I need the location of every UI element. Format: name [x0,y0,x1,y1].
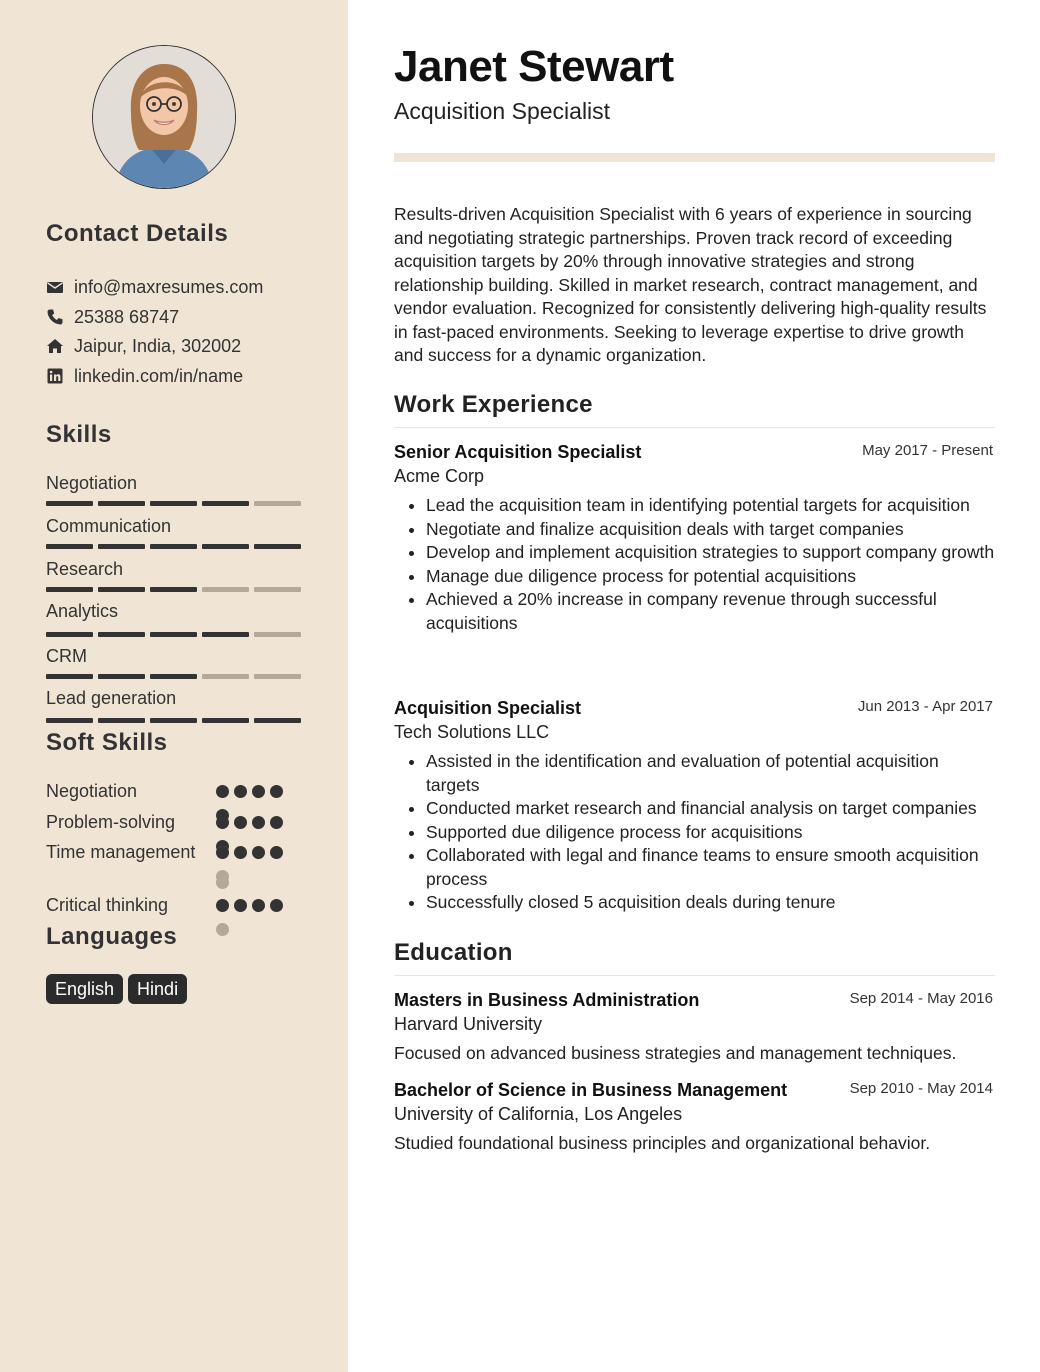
skill-level-bar [46,674,302,679]
job-company: Acme Corp [394,466,485,486]
skill-level-bar [46,587,302,592]
contact-phone[interactable] [46,305,179,329]
candidate-title: Acquisition Specialist [394,98,611,124]
contact-address [46,334,241,358]
home-icon [46,337,64,355]
education-entry [394,990,995,1064]
skill-level-segment [46,718,93,723]
skills-heading: Skills [46,421,112,448]
work-experience-heading: Work Experience [394,391,995,428]
skill-level-segment [150,674,197,679]
rating-dot [252,846,265,859]
education-entry [394,1080,995,1154]
job-bullets [394,750,995,915]
education-description: Focused on advanced business strategies and management techniques. [394,1043,957,1063]
rating-dot [234,816,247,829]
skill-item [46,600,302,637]
skill-level-segment [98,544,145,549]
skill-name: Negotiation [46,473,138,493]
job-bullet: • Lead the acquisition team in identifying potential targets for acquisition [426,494,995,518]
soft-skill-name: Time management [46,842,196,862]
skill-name: Analytics [46,601,119,621]
skill-level-segment [46,587,93,592]
job-bullet: • Supported due diligence process for acquisitions [426,821,995,845]
soft-skill-name: Critical thinking [46,895,169,915]
degree-name: Bachelor of Science in Business Management [394,1080,788,1100]
skill-level-segment [254,501,301,506]
skill-name: Lead generation [46,688,177,708]
language-list [46,974,187,1004]
soft-skill-name: Problem-solving [46,812,176,832]
rating-dot [216,876,229,889]
skill-level-bar [46,544,302,549]
skill-level-segment [202,632,249,637]
skill-level-segment [150,587,197,592]
skill-level-segment [254,632,301,637]
skill-level-segment [254,544,301,549]
job-bullet: • Assisted in the identification and evaluation of potential acquisition targets [426,750,995,797]
job-entry [394,698,995,915]
soft-skill-item [46,811,306,834]
rating-dot [216,899,229,912]
soft-skill-item [46,780,306,803]
job-bullet: • Manage due diligence process for potential acquisitions [426,565,995,589]
contact-linkedin-text: linkedin.com/in/name [74,365,244,386]
rating-dot [216,846,229,859]
skill-level-segment [98,632,145,637]
skill-level-segment [98,501,145,506]
skill-level-segment [46,632,93,637]
header-divider [394,153,995,162]
job-bullet: • Negotiate and finalize acquisition deals with target companies [426,518,995,542]
contact-linkedin[interactable] [46,364,243,388]
contact-email[interactable] [46,275,263,299]
languages-heading: Languages [46,923,178,950]
language-badge-hindi: Hindi [128,974,187,1004]
skill-level-segment [46,674,93,679]
skill-level-segment [202,674,249,679]
skill-level-segment [254,674,301,679]
job-dates: May 2017 - Present [862,442,993,459]
soft-skill-item [46,841,306,864]
rating-dot [216,785,229,798]
contact-heading: Contact Details [46,220,229,247]
envelope-icon [46,278,64,296]
school-name: University of California, Los Angeles [394,1104,683,1124]
skill-item [46,687,302,723]
job-role: Acquisition Specialist [394,698,582,718]
job-bullet: • Successfully closed 5 acquisition deals during tenure [426,891,995,915]
profile-photo [92,45,236,189]
sidebar [0,0,348,1372]
skill-level-segment [254,718,301,723]
rating-dot [252,816,265,829]
school-name: Harvard University [394,1014,543,1034]
rating-dot [270,785,283,798]
skill-level-segment [150,501,197,506]
rating-dot [234,785,247,798]
skill-level-segment [150,718,197,723]
skill-level-segment [150,544,197,549]
contact-email-text: info@maxresumes.com [74,276,264,297]
linkedin-icon [46,367,64,385]
education-dates: Sep 2010 - May 2014 [849,1080,993,1097]
education-description: Studied foundational business principles and organizational behavior. [394,1133,931,1153]
degree-name: Masters in Business Administration [394,990,700,1010]
skill-level-segment [98,674,145,679]
skill-level-segment [46,544,93,549]
skill-level-bar [46,632,302,637]
skill-item [46,472,302,506]
skill-item [46,515,302,549]
rating-dot [252,899,265,912]
skill-item [46,645,302,679]
skill-level-segment [98,718,145,723]
profile-summary: Results-driven Acquisition Specialist with 6 years of experience in sourcing and negotiating strategic partnerships. Proven track record of exceeding acquisition targets by 20% through innovative strategies and strong relationship building. Skilled in market research, contract management, and vendor evaluation. Recognized for consistently delivering high-quality results in fast-paced environments. Seeking to leverage expertise to drive growth and success for a dynamic organization. [394,204,987,365]
skill-level-bar [46,718,302,723]
language-badge-english: English [46,974,123,1004]
skill-name: CRM [46,646,87,666]
phone-icon [46,308,64,326]
contact-phone-text: 25388 68747 [74,306,180,327]
rating-dot [234,846,247,859]
skill-name: Communication [46,516,172,536]
education-heading: Education [394,939,995,976]
rating-dot [216,923,229,936]
rating-dot [270,846,283,859]
rating-dot [234,899,247,912]
skill-level-segment [202,544,249,549]
education-dates: Sep 2014 - May 2016 [849,990,993,1007]
job-dates: Jun 2013 - Apr 2017 [857,698,993,715]
job-role: Senior Acquisition Specialist [394,442,642,462]
candidate-name: Janet Stewart [394,42,674,91]
soft-skill-item [46,894,306,917]
soft-skill-name: Negotiation [46,781,138,801]
skill-level-bar [46,501,302,506]
rating-dot [252,785,265,798]
skill-name: Research [46,559,124,579]
job-bullets [394,494,995,635]
skill-level-segment [202,718,249,723]
skill-level-segment [254,587,301,592]
rating-dot [216,816,229,829]
soft-skills-heading: Soft Skills [46,729,168,756]
job-bullet: • Conducted market research and financial analysis on target companies [426,797,995,821]
job-bullet: • Collaborated with legal and finance teams to ensure smooth acquisition process [426,844,995,891]
job-company: Tech Solutions LLC [394,722,550,742]
job-entry [394,442,995,635]
skill-item [46,558,302,592]
skill-level-segment [98,587,145,592]
skill-level-segment [202,501,249,506]
skill-level-segment [46,501,93,506]
rating-dot [270,816,283,829]
portrait-image [93,46,235,188]
job-bullet: • Achieved a 20% increase in company revenue through successful acquisitions [426,588,995,635]
rating-dot [270,899,283,912]
skill-level-segment [150,632,197,637]
skill-level-segment [202,587,249,592]
job-bullet: • Develop and implement acquisition strategies to support company growth [426,541,995,565]
contact-address-text: Jaipur, India, 302002 [74,335,242,356]
